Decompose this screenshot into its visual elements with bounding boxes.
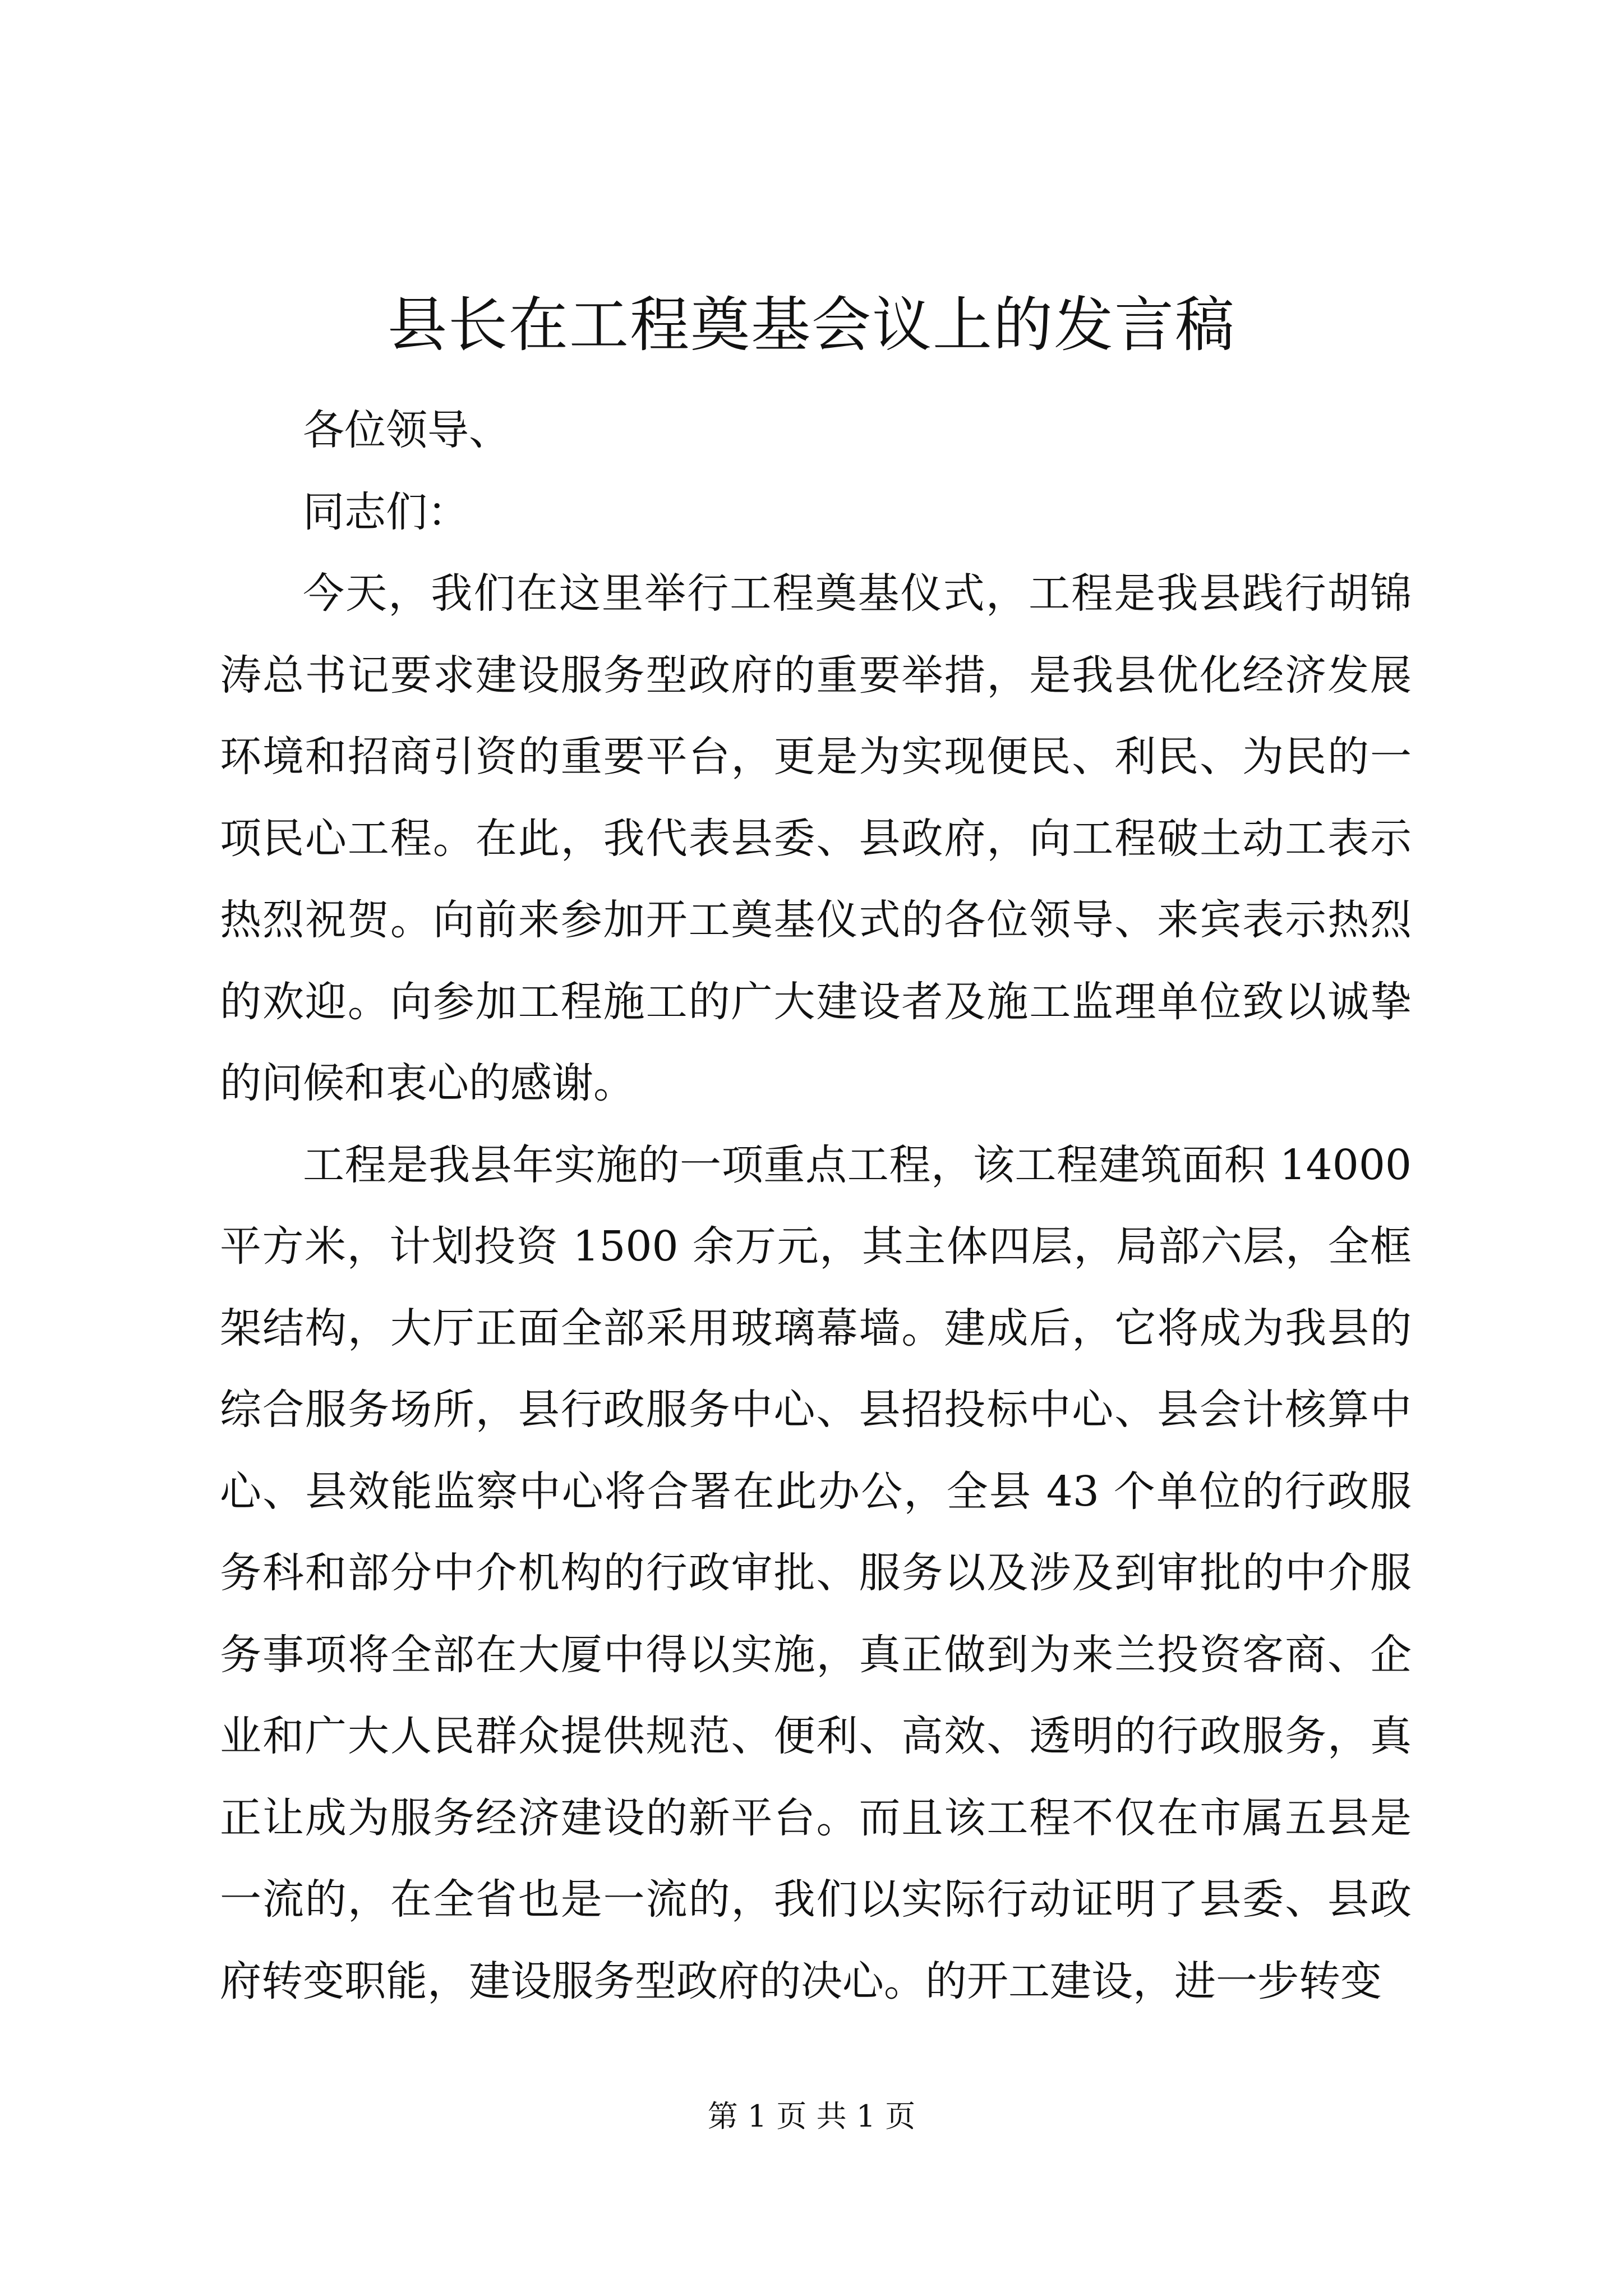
- salutation-line: 同志们：: [303, 487, 469, 536]
- document-title: 县长在工程奠基会议上的发言稿: [388, 291, 1235, 360]
- document-body: [220, 390, 1412, 2022]
- salutation-line: 各位领导、: [303, 406, 510, 454]
- body-paragraph: 工程是我县年实施的一项重点工程，该工程建筑面积 14000 平方米，计划投资 1500 余万元，其主体四层，局部六层，全框架结构，大厅正面全部采用玻璃幕墙。建成后，它将成为我县的综合服务场所，县行政服务中心、县招投标中心、县会计核算中心、县效能监察中心将合署在此办公，全县 43 个单位的行政服务科和部分中介机构的行政审批、服务以及涉及到审批的中介服务事项将全部在大厦中得以实施，真正做到为来兰投资客商、企业和广大人民群众提供规范、便利、高效、透明的行政服务，真正让成为服务经济建设的新平台。而且该工程不仅在市属五县是一流的，在全省也是一流的，我们以实际行动证明了县委、县政府转变职能，建设服务型政府的决心。的开工建设，进一步转变: [220, 1140, 1412, 2005]
- body-paragraph: 今天，我们在这里举行工程奠基仪式，工程是我县践行胡锦涛总书记要求建设服务型政府的重要举措，是我县优化经济发展环境和招商引资的重要平台，更是为实现便民、利民、为民的一项民心工程。在此，我代表县委、县政府，向工程破土动工表示热烈祝贺。向前来参加开工奠基仪式的各位领导、来宾表示热烈的欢迎。向参加工程施工的广大建设者及施工监理单位致以诚挚的问候和衷心的感谢。: [220, 569, 1412, 1107]
- page-number-footer: 第 1 页 共 1 页: [707, 2099, 916, 2134]
